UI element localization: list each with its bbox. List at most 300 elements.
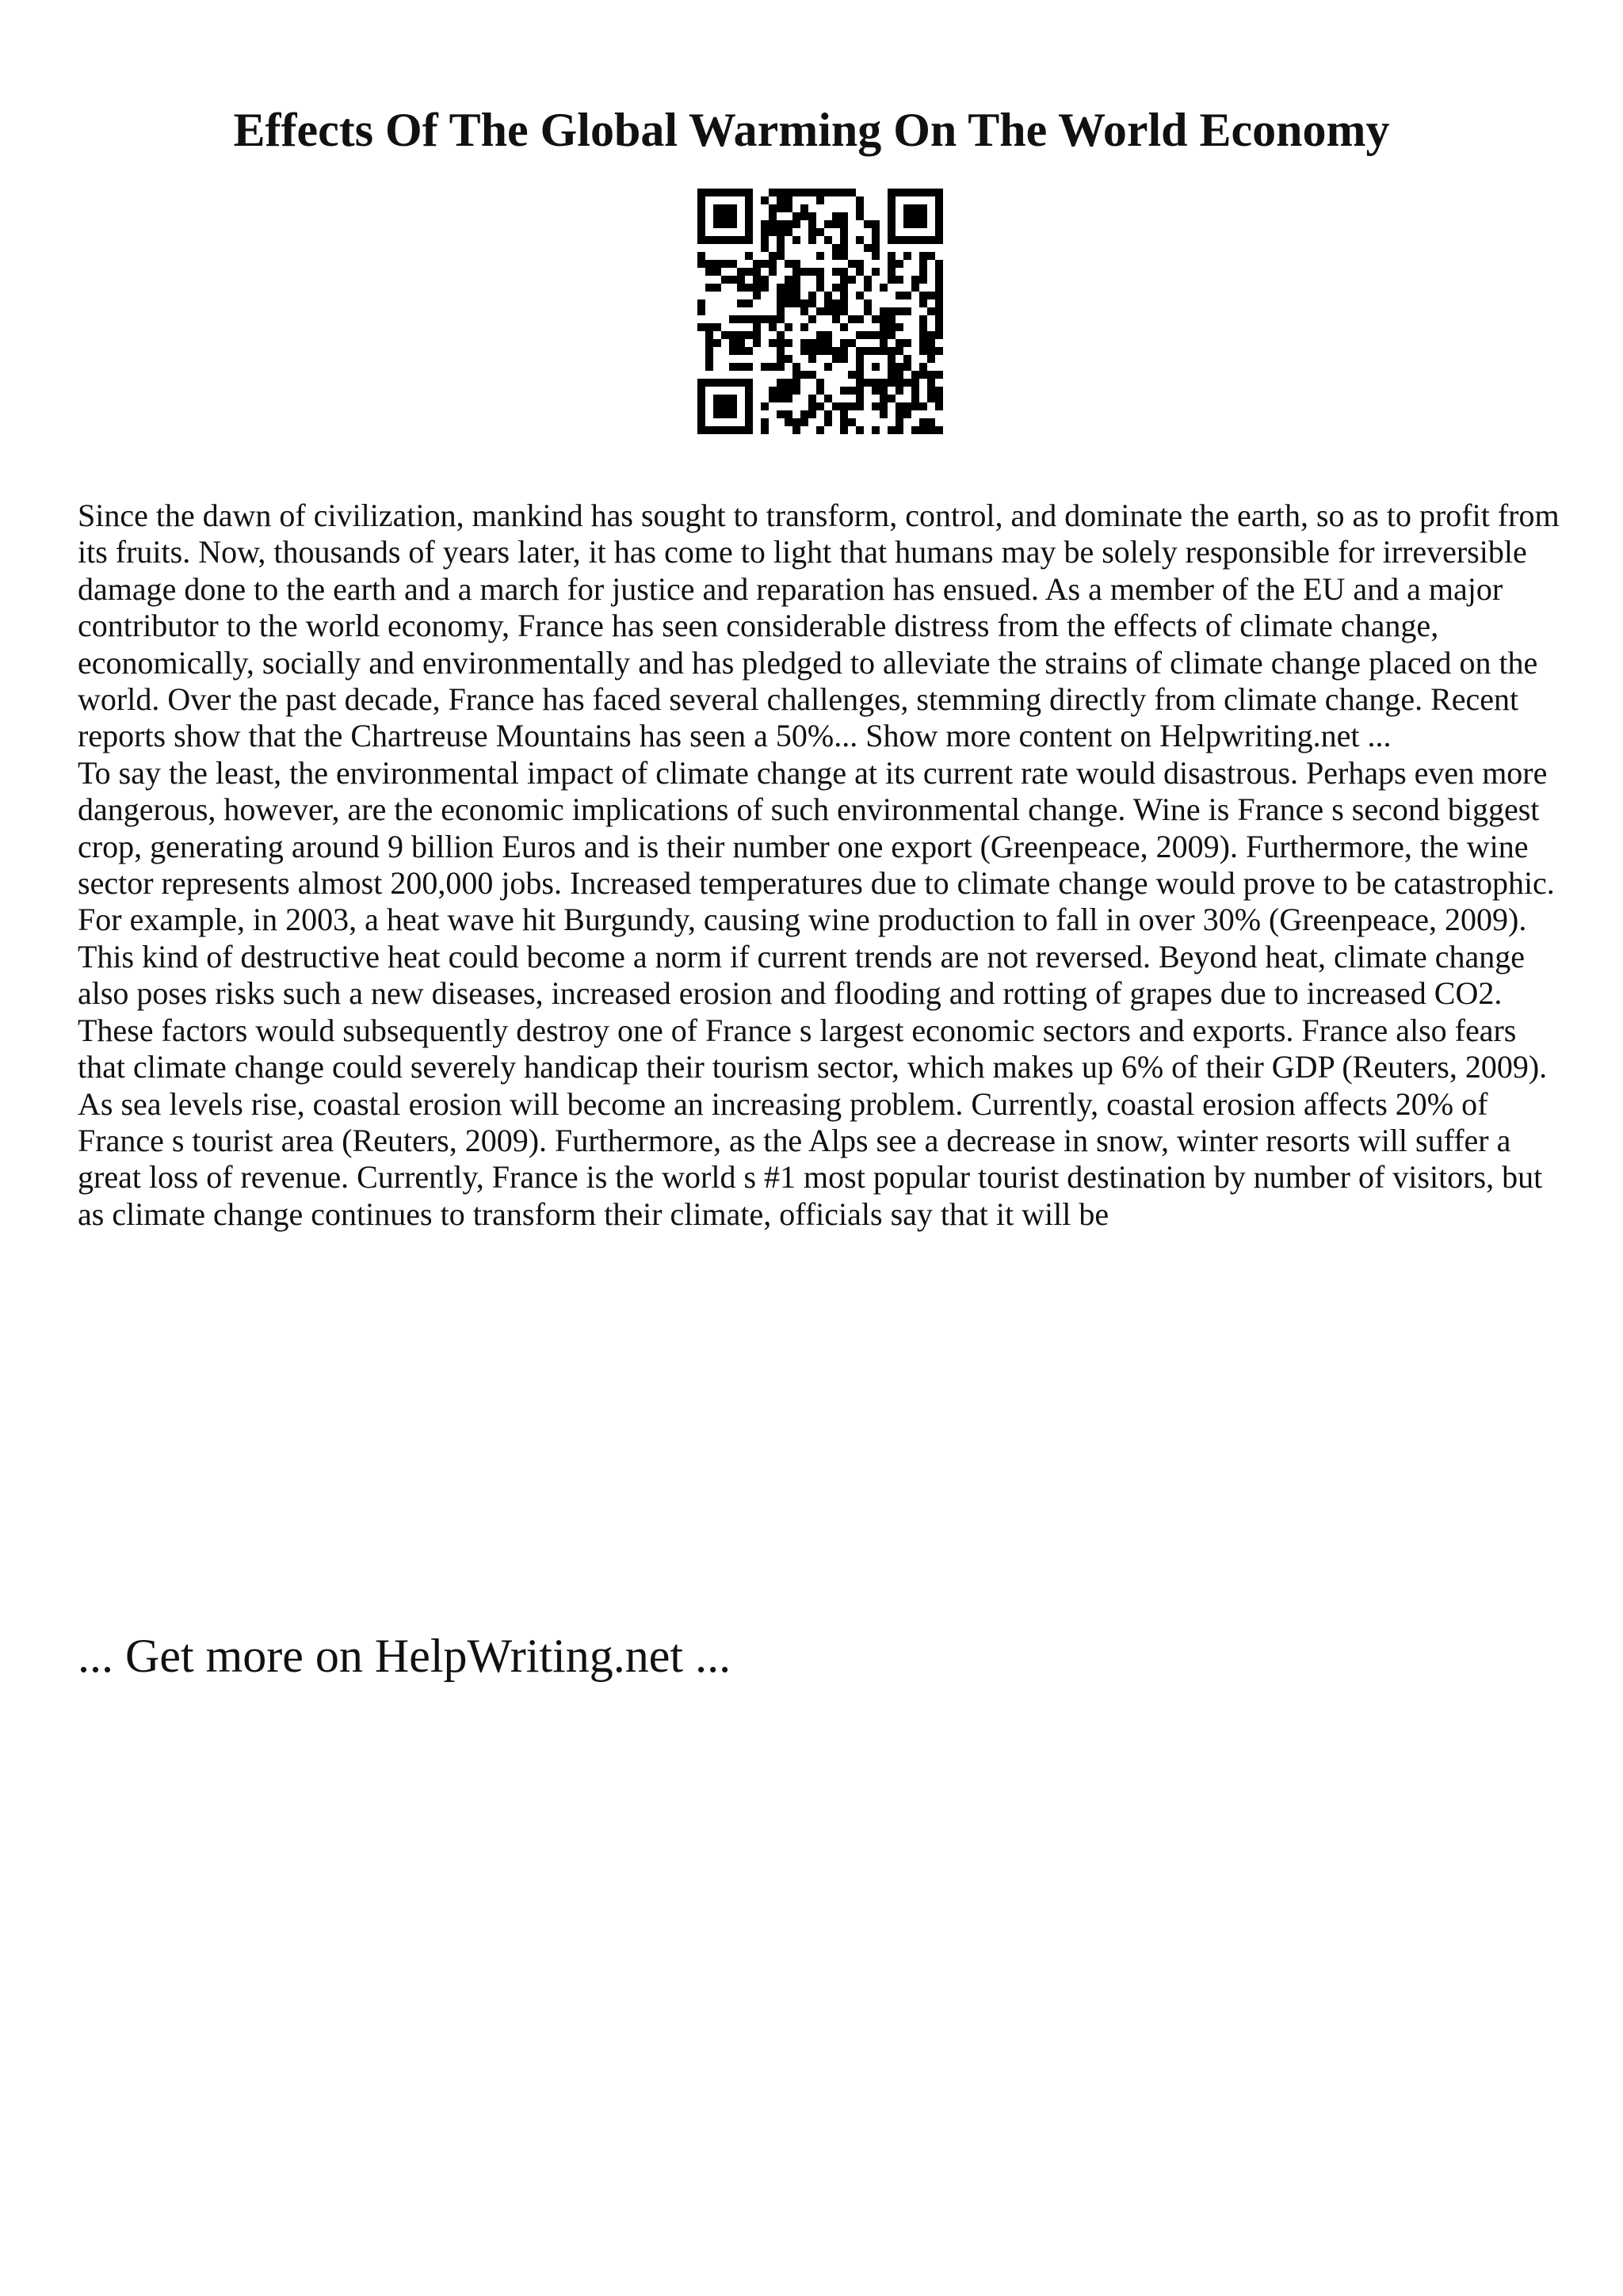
qr-module (753, 284, 761, 292)
qr-module (792, 189, 800, 196)
qr-module (911, 204, 919, 212)
qr-module (737, 379, 745, 387)
qr-module (935, 236, 943, 244)
qr-module (777, 204, 785, 212)
qr-module (721, 204, 729, 212)
qr-module (697, 395, 705, 402)
qr-module (785, 228, 792, 236)
qr-module (808, 395, 816, 402)
qr-module (800, 212, 808, 220)
qr-module (792, 418, 800, 426)
qr-module (777, 299, 785, 307)
qr-module (785, 189, 792, 196)
qr-module (745, 402, 753, 410)
qr-module (769, 323, 777, 331)
qr-module (896, 379, 903, 387)
qr-module (911, 426, 919, 434)
qr-module (729, 220, 737, 228)
qr-module (785, 204, 792, 212)
qr-module (840, 418, 848, 426)
qr-module (769, 260, 777, 268)
qr-module (745, 284, 753, 292)
qr-module (832, 284, 840, 292)
qr-module (856, 315, 864, 323)
qr-module (832, 355, 840, 363)
qr-module (737, 426, 745, 434)
qr-module (856, 347, 864, 355)
qr-module (697, 236, 705, 244)
qr-module (927, 395, 935, 402)
qr-module (872, 268, 880, 276)
qr-module (872, 315, 880, 323)
qr-module (824, 410, 832, 418)
qr-module (919, 339, 927, 347)
qr-module (729, 315, 737, 323)
qr-module (737, 339, 745, 347)
qr-module (785, 410, 792, 418)
qr-module (864, 347, 872, 355)
qr-module (792, 363, 800, 371)
qr-module (792, 387, 800, 395)
qr-module (848, 387, 856, 395)
qr-module (880, 323, 888, 331)
qr-module (745, 196, 753, 204)
qr-module (808, 220, 816, 228)
qr-module (935, 260, 943, 268)
document-body (78, 498, 1568, 1233)
qr-module (697, 228, 705, 236)
qr-module (911, 220, 919, 228)
qr-module (705, 355, 713, 363)
qr-module (705, 260, 713, 268)
qr-module (903, 307, 911, 315)
qr-module (888, 323, 896, 331)
qr-module (911, 379, 919, 387)
qr-module (824, 418, 832, 426)
qr-module (903, 189, 911, 196)
qr-module (927, 307, 935, 315)
qr-module (856, 331, 864, 339)
qr-module (777, 331, 785, 339)
qr-module (761, 284, 769, 292)
qr-module (856, 402, 864, 410)
qr-module (832, 402, 840, 410)
qr-module (872, 426, 880, 434)
qr-module (903, 402, 911, 410)
qr-module (737, 315, 745, 323)
qr-module (816, 339, 824, 347)
qr-module (919, 292, 927, 299)
qr-module (856, 260, 864, 268)
qr-module (745, 395, 753, 402)
qr-module (832, 315, 840, 323)
qr-module (705, 284, 713, 292)
qr-module (919, 276, 927, 284)
qr-module (753, 323, 761, 331)
qr-module (896, 387, 903, 395)
qr-module (721, 212, 729, 220)
qr-module (713, 284, 721, 292)
qr-module (769, 387, 777, 395)
qr-module (919, 331, 927, 339)
qr-module (927, 418, 935, 426)
qr-module (737, 347, 745, 355)
qr-module (856, 196, 864, 204)
qr-module (721, 395, 729, 402)
qr-module (848, 315, 856, 323)
qr-module (880, 284, 888, 292)
qr-module (896, 402, 903, 410)
qr-module (903, 355, 911, 363)
qr-module (777, 395, 785, 402)
qr-module (721, 331, 729, 339)
qr-module (919, 418, 927, 426)
qr-module (935, 387, 943, 395)
qr-module (872, 228, 880, 236)
qr-module (753, 268, 761, 276)
qr-module (697, 252, 705, 260)
qr-module (888, 276, 896, 284)
qr-module (745, 204, 753, 212)
qr-module (856, 268, 864, 276)
qr-module (697, 189, 705, 196)
qr-module (927, 189, 935, 196)
qr-module (753, 260, 761, 268)
qr-module (840, 284, 848, 292)
qr-module (816, 228, 824, 236)
qr-module (911, 189, 919, 196)
qr-module (785, 284, 792, 292)
qr-module (785, 387, 792, 395)
qr-module (935, 276, 943, 284)
qr-module (888, 395, 896, 402)
qr-module (927, 379, 935, 387)
qr-module (927, 387, 935, 395)
qr-module (729, 426, 737, 434)
qr-module (785, 355, 792, 363)
qr-module (808, 236, 816, 244)
qr-module (761, 236, 769, 244)
qr-module (872, 220, 880, 228)
qr-module (888, 252, 896, 260)
qr-module (800, 299, 808, 307)
qr-module (816, 189, 824, 196)
qr-module (816, 426, 824, 434)
qr-module (777, 244, 785, 252)
qr-module (745, 315, 753, 323)
qr-module (848, 339, 856, 347)
qr-module (840, 387, 848, 395)
qr-module (729, 410, 737, 418)
qr-module (927, 292, 935, 299)
qr-module (872, 379, 880, 387)
qr-module (864, 299, 872, 307)
qr-module (856, 426, 864, 434)
qr-module (808, 339, 816, 347)
qr-module (840, 299, 848, 307)
qr-module (816, 331, 824, 339)
qr-module (888, 212, 896, 220)
qr-module (745, 331, 753, 339)
qr-module (792, 220, 800, 228)
qr-module (753, 292, 761, 299)
qr-module (919, 252, 927, 260)
qr-module (903, 379, 911, 387)
qr-module (824, 339, 832, 347)
qr-module (872, 402, 880, 410)
page-title: Effects Of The Global Warming On The World Economy (233, 104, 1390, 156)
qr-module (777, 379, 785, 387)
qr-module (935, 402, 943, 410)
qr-module (880, 387, 888, 395)
qr-module (713, 204, 721, 212)
qr-module (927, 331, 935, 339)
qr-module (729, 363, 737, 371)
qr-module (872, 244, 880, 252)
qr-module (800, 268, 808, 276)
qr-module (816, 379, 824, 387)
qr-module (919, 189, 927, 196)
qr-module (919, 260, 927, 268)
qr-module (911, 284, 919, 292)
qr-module (824, 189, 832, 196)
qr-module (761, 418, 769, 426)
qr-module (792, 371, 800, 379)
qr-module (888, 228, 896, 236)
qr-module (697, 212, 705, 220)
qr-module (713, 402, 721, 410)
qr-module (808, 410, 816, 418)
qr-module (856, 204, 864, 212)
qr-module (840, 355, 848, 363)
qr-module (777, 292, 785, 299)
qr-module (880, 410, 888, 418)
qr-module (832, 299, 840, 307)
qr-module (697, 379, 705, 387)
qr-module (729, 331, 737, 339)
qr-module (808, 268, 816, 276)
qr-module (729, 260, 737, 268)
qr-module (729, 402, 737, 410)
qr-module (872, 363, 880, 371)
qr-module (792, 426, 800, 434)
qr-module (769, 315, 777, 323)
qr-module (927, 347, 935, 355)
qr-module (777, 196, 785, 204)
qr-module (824, 347, 832, 355)
qr-module (769, 252, 777, 260)
qr-module (769, 363, 777, 371)
qr-module (911, 236, 919, 244)
qr-module (745, 363, 753, 371)
qr-module (713, 339, 721, 347)
qr-module (864, 331, 872, 339)
qr-module (927, 236, 935, 244)
qr-module (761, 426, 769, 434)
qr-module (888, 268, 896, 276)
qr-module (911, 212, 919, 220)
qr-module (808, 299, 816, 307)
qr-module (872, 347, 880, 355)
qr-module (848, 371, 856, 379)
qr-module (792, 212, 800, 220)
qr-module (705, 323, 713, 331)
qr-module (769, 268, 777, 276)
qr-module (761, 402, 769, 410)
qr-module (808, 347, 816, 355)
qr-module (705, 363, 713, 371)
qr-module (761, 260, 769, 268)
qr-module (896, 418, 903, 426)
qr-module (935, 395, 943, 402)
qr-module (840, 236, 848, 244)
qr-module (888, 307, 896, 315)
qr-module (729, 276, 737, 284)
qr-module (769, 189, 777, 196)
qr-module (896, 260, 903, 268)
qr-module (737, 284, 745, 292)
qr-module (745, 387, 753, 395)
qr-module (721, 410, 729, 418)
qr-module (777, 315, 785, 323)
qr-module (896, 323, 903, 331)
qr-module (816, 284, 824, 292)
qr-module (705, 331, 713, 339)
qr-module (800, 339, 808, 347)
qr-module (800, 189, 808, 196)
qr-module (919, 212, 927, 220)
qr-module (729, 204, 737, 212)
qr-module (816, 307, 824, 315)
qr-module (903, 252, 911, 260)
qr-module (935, 228, 943, 236)
qr-module (713, 410, 721, 418)
qr-module (729, 379, 737, 387)
qr-module (927, 426, 935, 434)
qr-module (785, 276, 792, 284)
qr-module (697, 410, 705, 418)
qr-module (919, 402, 927, 410)
qr-module (769, 204, 777, 212)
qr-module (705, 268, 713, 276)
qr-module (792, 292, 800, 299)
qr-module (840, 276, 848, 284)
qr-module (777, 252, 785, 260)
qr-module (816, 268, 824, 276)
qr-module (745, 220, 753, 228)
qr-module (935, 331, 943, 339)
qr-module (777, 363, 785, 371)
qr-module (816, 252, 824, 260)
qr-module (927, 355, 935, 363)
qr-module (761, 315, 769, 323)
qr-module (919, 426, 927, 434)
qr-module (777, 339, 785, 347)
qr-module (935, 299, 943, 307)
qr-module (919, 268, 927, 276)
qr-module (785, 220, 792, 228)
qr-module (745, 212, 753, 220)
qr-module (840, 220, 848, 228)
qr-module (864, 276, 872, 284)
qr-module (721, 236, 729, 244)
qr-module (832, 244, 840, 252)
qr-module (896, 339, 903, 347)
qr-module (832, 189, 840, 196)
qr-module (888, 347, 896, 355)
qr-module (697, 196, 705, 204)
qr-module (888, 236, 896, 244)
paragraph-intro: Since the dawn of civilization, mankind has sought to transform, control, and dominate the earth, so as to profit from its fruits. Now, thousands of years later, it has come to light that humans may be solely responsible for irreversible damage done to the earth and a march for justice and reparation has ensued. As a member of the EU and a major contributor to the world economy, France has seen considerable distress from the effects of climate change, economically, socially and environmentally and has pledged to alleviate the strains of climate change placed on the world. Over the past decade, France has faced several challenges, stemming directly from climate change. Recent reports show that the Chartreuse Mountains has seen a 50%... Show more content on Helpwriting.net ... (78, 498, 1560, 754)
qr-module (737, 331, 745, 339)
qr-module (808, 371, 816, 379)
qr-module (888, 331, 896, 339)
qr-module (745, 410, 753, 418)
paragraph-economic-impact: To say the least, the environmental impact of climate change at its current rate would disastrous. Perhaps even more dangerous, however, are the economic implications of such environmental change. Wine is France s second biggest crop, generating around 9 billion Euros and is their number one export (Greenpeace, 2009). Furthermore, the wine sector represents almost 200,000 jobs. Increased temperatures due to climate change would prove to be catastrophic. For example, in 2003, a heat wave hit Burgundy, causing wine production to fall in over 30% (Greenpeace, 2009). This kind of destructive heat could become a norm if current trends are not reversed. Beyond heat, climate change also poses risks such a new diseases, increased erosion and flooding and rotting of grapes due to increased CO2. These factors would subsequently destroy one of France s largest economic sectors and exports. France also fears that climate change could severely handicap their tourism sector, which makes up 6% of their GDP (Reuters, 2009). As sea levels rise, coastal erosion will become an increasing problem. Currently, coastal erosion affects 20% of France s tourist area (Reuters, 2009). Furthermore, as the Alps see a decrease in snow, winter resorts will suffer a great loss of revenue. Currently, France is the world s #1 most popular tourist destination by number of visitors, but as climate change continues to transform their climate, officials say that it will be (78, 754, 1555, 1232)
qr-module (808, 189, 816, 196)
qr-module (753, 339, 761, 347)
qr-module (800, 204, 808, 212)
qr-module (880, 315, 888, 323)
qr-module (713, 212, 721, 220)
qr-module (808, 292, 816, 299)
qr-module (888, 315, 896, 323)
qr-module (816, 347, 824, 355)
qr-module (840, 268, 848, 276)
qr-module (832, 220, 840, 228)
qr-module (792, 299, 800, 307)
qr-module (880, 402, 888, 410)
get-more-link[interactable]: ... Get more on HelpWriting.net ... (78, 1630, 731, 1682)
qr-module (896, 276, 903, 284)
qr-module (785, 260, 792, 268)
qr-module (777, 387, 785, 395)
qr-module (777, 410, 785, 418)
qr-module (769, 220, 777, 228)
qr-module (729, 236, 737, 244)
qr-module (856, 212, 864, 220)
qr-module (808, 228, 816, 236)
qr-module (745, 418, 753, 426)
qr-module (935, 284, 943, 292)
qr-module (888, 379, 896, 387)
qr-module (777, 307, 785, 315)
qr-module (896, 426, 903, 434)
qr-module (927, 339, 935, 347)
qr-module (753, 276, 761, 284)
qr-module (872, 387, 880, 395)
qr-module (729, 339, 737, 347)
qr-module (888, 426, 896, 434)
qr-module (880, 395, 888, 402)
qr-module (927, 252, 935, 260)
qr-module (903, 410, 911, 418)
qr-module (745, 252, 753, 260)
qr-module (745, 299, 753, 307)
qr-module (697, 204, 705, 212)
qr-module (935, 220, 943, 228)
qr-module (721, 189, 729, 196)
qr-module (721, 220, 729, 228)
qr-module (832, 268, 840, 276)
qr-module (785, 339, 792, 347)
qr-module (824, 395, 832, 402)
qr-module (713, 260, 721, 268)
qr-module (935, 292, 943, 299)
qr-module (848, 276, 856, 284)
qr-module (856, 379, 864, 387)
qr-module (903, 236, 911, 244)
